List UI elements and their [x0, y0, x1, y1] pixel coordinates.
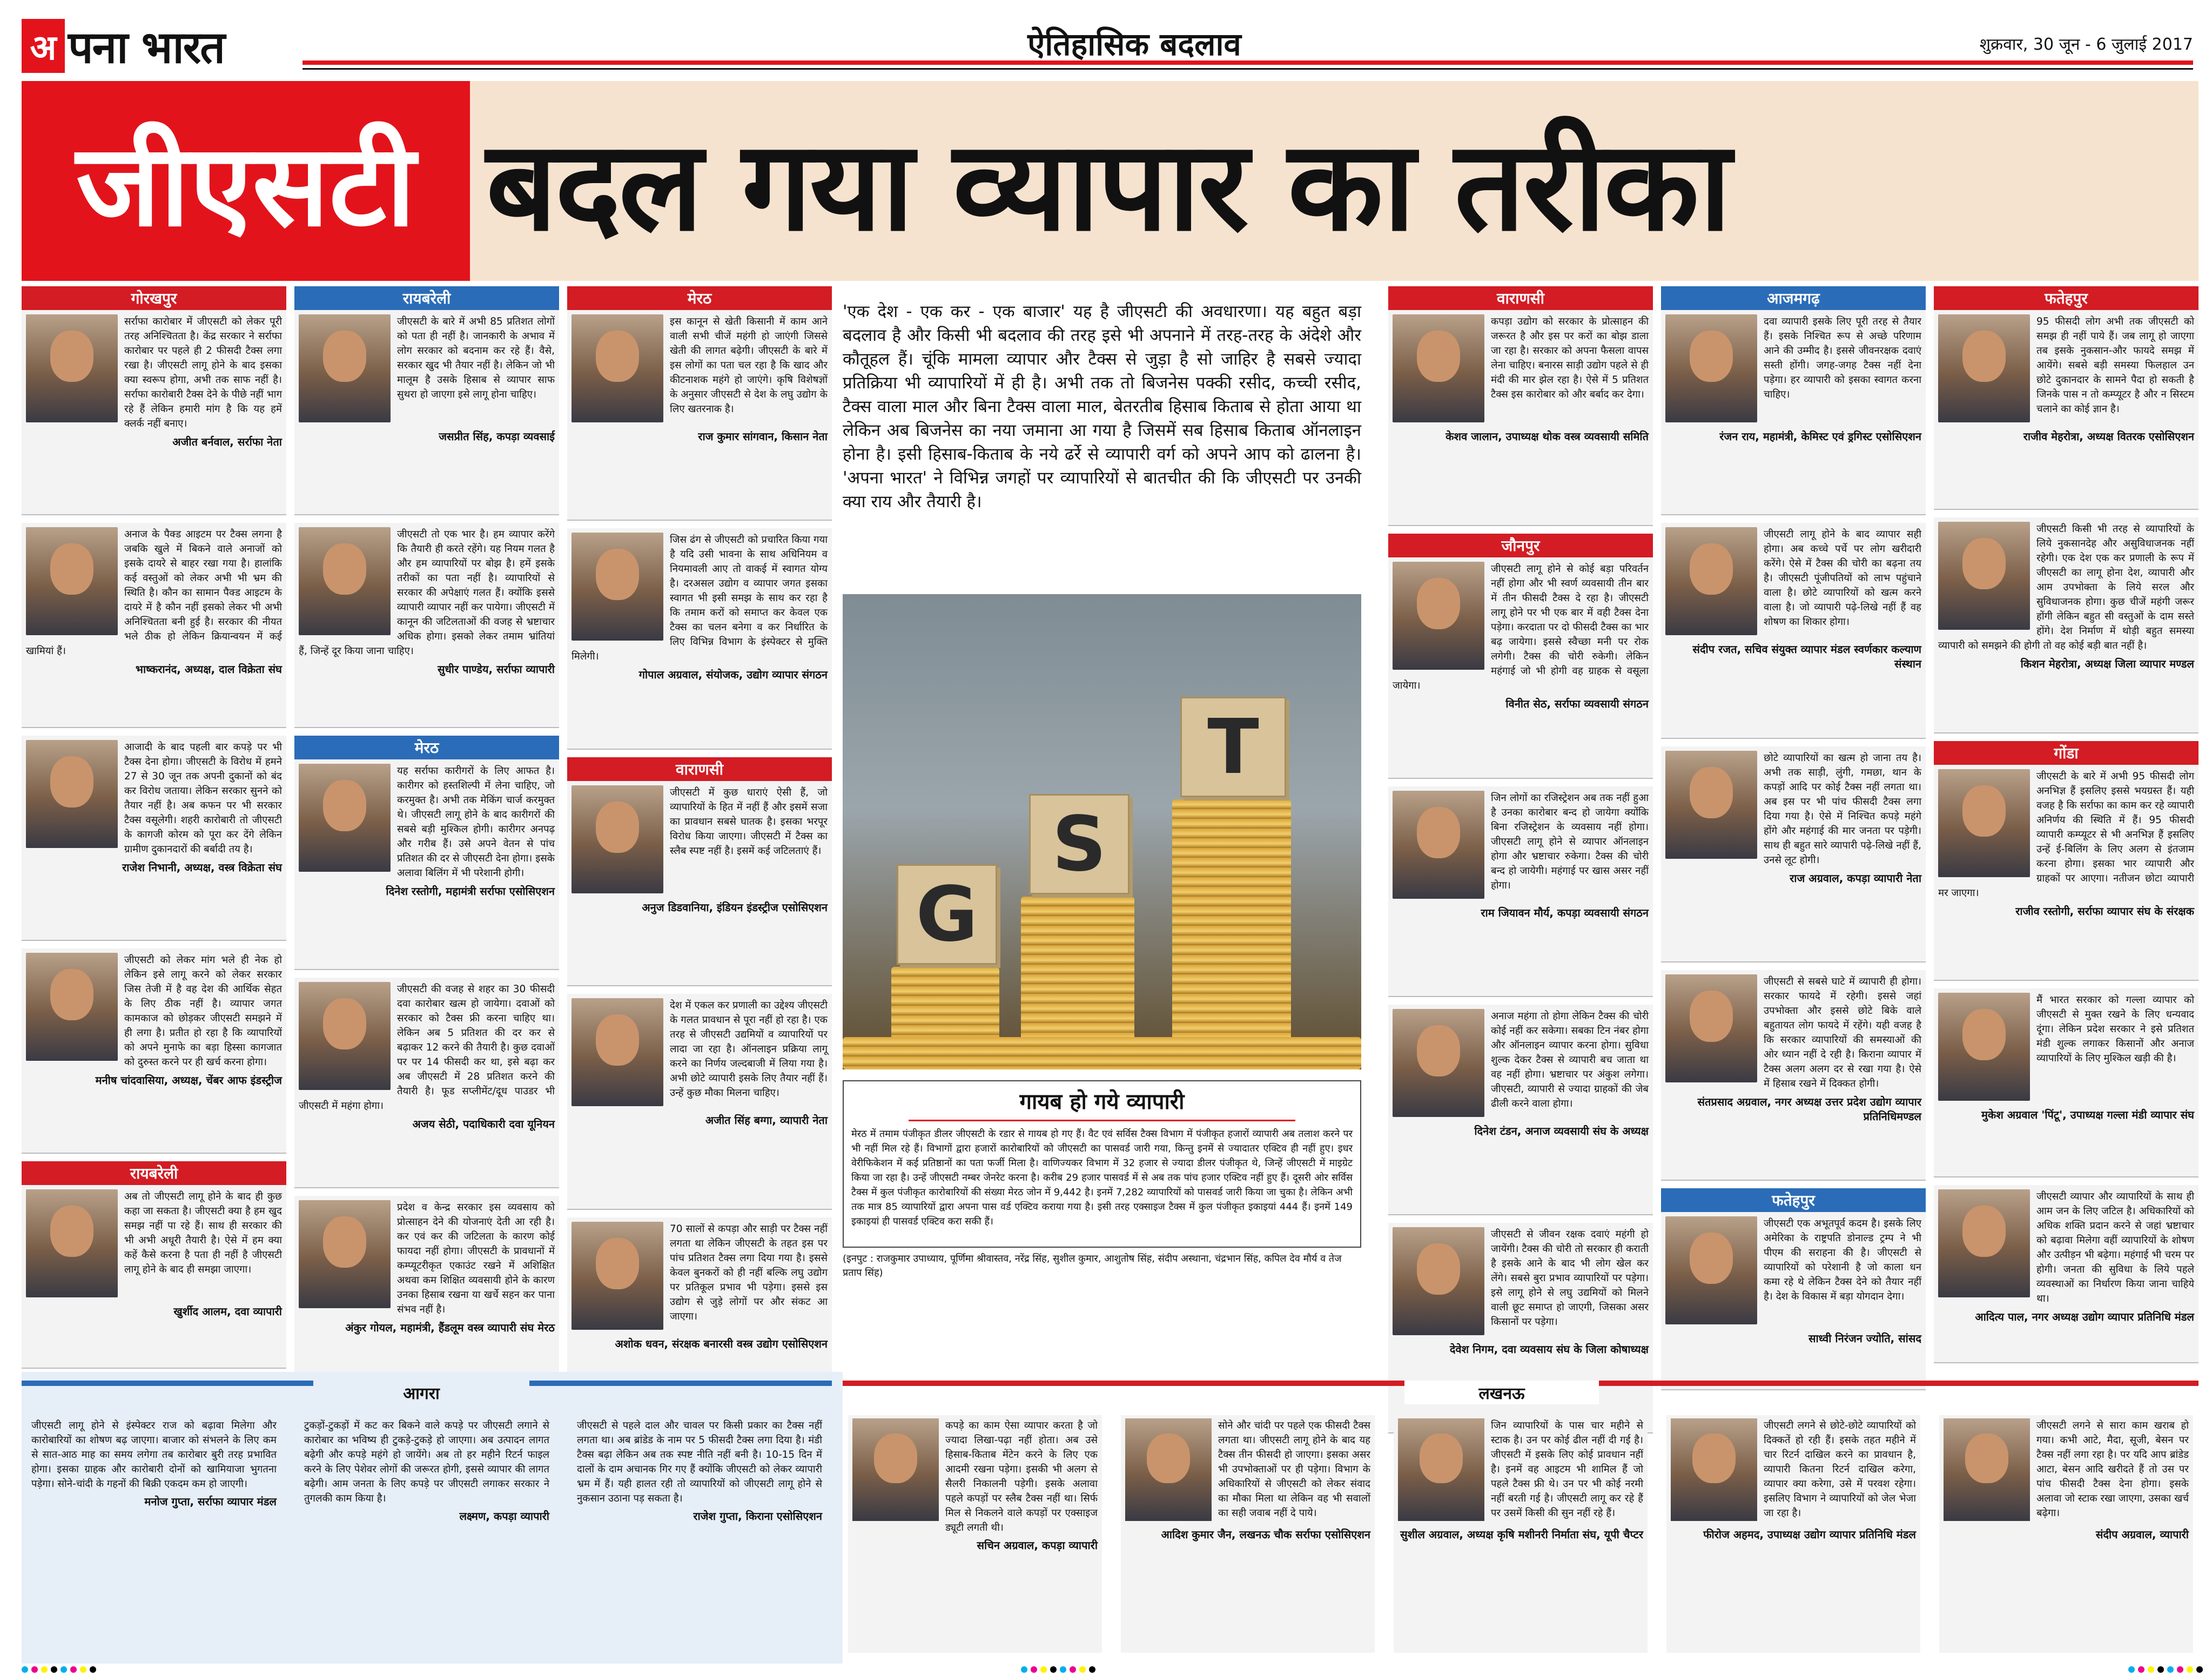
opinion-text: यह सर्राफा कारीगरों के लिए आफत है। कारीगर को हस्तशिल्पी में लेना चाहिए, जो करमुक्त है। अभी तक मेकिंग चार्ज करमुक्त थे। जीएसटी लागू होने के बाद कारीगरों की सबसे बड़ी मुश्किल होगी। कारीगर अनपढ़ और गरीब हैं। उसे अपने वेतन से पांच प्रतिशत की दर से जीएसटी देना होगा। इसके अलावा बिलिंग में भी परेशानी होगी। [397, 765, 555, 879]
opinion-text: जीएसटी से जीवन रक्षक दवाएं महंगी हो जायेंगी। टैक्स की चोरी तो सरकार ही कराती है इसके आने के बाद भी लोग खेल कर लेंगे। सबसे बुरा प्रभाव व्यापारियों पर पड़ेगा। इसे लागू होने से लघु उद्यमियों को मिलने वाली छूट समाप्त हो जाएगी, जिसका असर किसानों पर पड़ेगा। [1491, 1229, 1649, 1328]
lucknow-opinion-card [1939, 1415, 2193, 1653]
city-label: फतेहपुर [1934, 286, 2198, 310]
registration-dot [1031, 1666, 1037, 1673]
opinion-card [567, 781, 832, 986]
trader-signature: संदीप अग्रवाल, व्यापारी [2095, 1528, 2189, 1541]
trader-photo [1665, 974, 1757, 1082]
city-label: जौनपुर [1388, 534, 1653, 557]
opinion-text: अनाज महंगा तो होगा लेकिन टैक्स की चोरी कोई नहीं कर सकेगा। सबका टिन नंबर होगा और ऑनलाइन व्यापार करना होगा। सुविधा शुल्क देकर टैक्स से व्यापारी बच जाता था वह नहीं होगा। भ्रष्टाचार पर अंकुश लगेगा। जीएसटी, व्यापारी से ज्यादा ग्राहकों की जेब ढीली करने वाला होगा। [1491, 1011, 1649, 1109]
registration-dot [22, 1666, 28, 1673]
registration-dot [1079, 1666, 1086, 1673]
opinion-text: जीएसटी से सबसे घाटे में व्यापारी ही होगा। सरकार फायदे में रहेगी। इससे जहां उपभोक्ता और इससे छोटे बिके वाले बहुतायत लोग फायदे में रहेंगे। यही वजह है कि सरकार व्यापारियों की समस्याओं की ओर ध्यान नहीं दे रही है। किराना व्यापार में टैक्स अलग अलग दर से रखा गया है। ऐसे में हिसाब रखने में दिक्कत होगी। [1764, 976, 1921, 1089]
opinion-card [1661, 1212, 1926, 1390]
city-label: गोरखपुर [22, 286, 286, 310]
trader-signature: भाष्करानंद, अध्यक्ष, दाल विक्रेता संघ [135, 663, 282, 676]
trader-signature: अनुज डिडवानिया, इंडियन इंडस्ट्रीज एसोसिएशन [642, 901, 828, 914]
city-label: वाराणसी [1388, 286, 1653, 310]
opinion-card [1934, 1185, 2198, 1363]
opinion-text: कपड़ा उद्योग को सरकार के प्रोत्साहन की जरूरत है और इस पर करों का बोझ डाला जा रहा है। सरकार को अपना फैसला वापस लेना चाहिए। बनारस साड़ी उद्योग पहले से ही मंदी की मार झेल रहा है। ऐसे में 5 प्रतिशत टैक्स इस कारोबार को और बर्बाद कर देगा। [1491, 316, 1649, 400]
opinion-card [1388, 310, 1653, 526]
opinion-text: टुकड़ों-टुकड़ों में कट कर बिकने वाले कपड़े पर जीएसटी लगाने से कारोबार का भविष्य ही टुकड़े-टुकड़े हो जाएगा। अब उत्पादन लागत बढ़ेगी और कपड़े महंगे हो जायेंगे। अब तो हर महीने रिटर्न फाइल करने के लिए पेशेवर लोगों की जरूरत होगी, इससे व्यापार की लागत बढ़ेगी। आम जनता के लिए कपड़े पर जीएसटी लगाकर सरकार ने तुगलकी काम किया है। [304, 1420, 549, 1504]
trader-photo [1944, 1418, 2030, 1521]
trader-photo [299, 982, 391, 1090]
registration-dot [2187, 1666, 2193, 1673]
trader-photo [1938, 993, 2030, 1101]
trader-signature: मुकेश अग्रवाल 'पिंटू', उपाध्यक्ष गल्ला मंडी व्यापार संघ [1981, 1108, 2194, 1121]
trader-signature: अजीत बर्नवाल, सर्राफा नेता [172, 435, 282, 448]
opinion-card [1661, 970, 1926, 1181]
opinion-text: 95 फीसदी लोग अभी तक जीएसटी को समझ ही नहीं पाये हैं। जब लागू हो जाएगा तब इसके नुकसान-और फायदे समझ में आयेंगे। सबसे बड़ी समस्या फिलहाल उन छोटे दुकानदार के सामने पैदा हो सकती है जिनके पास न तो कम्प्यूटर है और न सिस्टम चलाने का कोई ज्ञान है। [2036, 316, 2194, 415]
city-label: रायबरेली [294, 286, 559, 310]
trader-photo [1398, 1418, 1484, 1521]
registration-dot [2167, 1666, 2174, 1673]
trader-signature: संतप्रसाद अग्रवाल, नगर अध्यक्ष उत्तर प्रदेश उद्योग व्यापार प्रतिनिधिमण्डल [1697, 1095, 1921, 1123]
trader-signature: संदीप रजत, सचिव संयुक्त व्यापार मंडल स्वर्णकार कल्याण संस्थान [1692, 643, 1921, 670]
missing-traders-box [843, 1080, 1361, 1248]
registration-dot [1050, 1666, 1057, 1673]
registration-dot [2157, 1666, 2164, 1673]
trader-photo [1665, 751, 1757, 859]
opinion-text: जीएसटी लागू होने से कोई बड़ा परिवर्तन नहीं होगा और भी स्वर्ण व्यवसायी तीन बार में तीन फीसदी टैक्स दे रहा है। जीएसटी लागू होने पर भी एक बार में वही टैक्स देना पड़ेगा। करदाता पर दो फीसदी टैक्स का भार बढ़ जायेगा। इससे स्वैच्छा मनी पर रोक लगेगी। टैक्स की चोरी रुकेगी। लेकिन महंगाई जो भी होगी वह ग्राहक से वसूला जायेगा। [1393, 563, 1649, 691]
trader-photo [1125, 1418, 1212, 1521]
opinion-text: दवा व्यापारी इसके लिए पूरी तरह से तैयार हैं। इसके निश्चित रूप से अच्छे परिणाम आने की उम्मीद है। इससे जीवनरक्षक दवाएं सस्ती होंगी। जगह-जगह टैक्स नहीं देना पड़ेगा। हर व्यापारी को इसका स्वागत करना चाहिए। [1764, 316, 1921, 400]
trader-signature: केशव जालान, उपाध्यक्ष थोक वस्त्र व्यवसायी समिति [1445, 430, 1649, 443]
trader-signature: जसप्रीत सिंह, कपड़ा व्यवसाई [439, 430, 555, 443]
missing-traders-body: मेरठ में तमाम पंजीकृत डीलर जीएसटी के रडार से गायब हो गए हैं। वैट एवं सर्विस टैक्स विभाग में पंजीकृत हजारों व्यापारी अब तलाश करने पर भी नहीं मिल रहे हैं। विभागों द्वारा हजारों कारोबारियों को जीएसटी का पासवर्ड जारी गया, किन्तु इनमें से ज्यादातर एक्टिव ही नहीं हुए। इधर वेरीफिकेशन में कई प्रतिष्ठानों का पता फर्जी मिला है। वाणिज्यकर विभाग में 32 हजार से ज्यादा डीलर पंजीकृत थे, जिन्हें जीएसटी में माइग्रेट किया जा रहा है। उन्हें जीएसटी नम्बर जेनरेट करना है। करीब 29 हजार पासवर्ड में से अब तक पांच हजार एक्टिव नहीं हुए हैं। दूसरी ओर सर्विस टैक्स में कुल पंजीकृत कारोबारियों की संख्या मेरठ जोन में 9,442 है। इनमें 7,282 व्यापारियों को पासवर्ड जारी किया जा चुका है। लेकिन अभी तक मात्र 85 व्यापारियों द्वारा अपना पास वर्ड एक्टिव कराया गया है। इसी तरह एक्साइज टैक्स में कुल पंजीकृत इकाइयां 444 हैं। इनमें 149 इकाइयां ही पासवर्ड एक्टिव करा सकी हैं। [851, 1128, 1353, 1227]
trader-photo [572, 533, 663, 641]
agra-opinion-card [27, 1415, 281, 1653]
lucknow-opinion-card [848, 1415, 1102, 1653]
opinion-card [294, 978, 559, 1188]
opinion-text: जीएसटी की वजह से शहर का 30 फीसदी दवा कारोबार खत्म हो जायेगा। दवाओं को सरकार को टैक्स फ्री करना चाहिए था। लेकिन अब 5 प्रतिशत की दर कर से बढ़ाकर 12 करने की तैयारी है। कुछ दवाओं पर पर 14 फीसदी कर था, इसे बढ़ा कर अब जीएसटी में 28 प्रतिशत करने की तैयारी है। फूड सप्लीमेंट/दूध पाउडर भी जीएसटी में महंगा होगा। [299, 984, 555, 1112]
trader-photo [1393, 562, 1484, 670]
trader-signature: गोपाल अग्रवाल, संयोजक, उद्योग व्यापार संगठन [638, 668, 828, 681]
opinion-text: जीएसटी से पहले दाल और चावल पर किसी प्रकार का टैक्स नहीं लगता था। अब ब्रांडेड के नाम पर 5 फीसदी टैक्स लगा दिया है। मंडी टैक्स बढ़ा लेकिन अब तक स्पष्ट नीति नहीं बनी है। 10-15 दिन में दालों के दाम अचानक गिर गए हैं क्योंकि जीएसटी को लेकर व्यापारी भ्रम में हैं। यही हालत रही तो व्यापारियों को जीएसटी लागू होने से नुकसान उठाना पड़ सकता है। [577, 1420, 822, 1504]
opinion-text: जीएसटी व्यापार और व्यापारियों के साथ ही आम जन के लिए जटिल है। अधिकारियों को अधिक शक्ति प्रदान करने से जहां भ्रष्टाचार को बढ़ावा मिलेगा वहीं व्यापारियों के शोषण और उत्पीड़न भी बढ़ेगा। महंगाई भी चरम पर होगी। जनता की सुविधा के लिये पहले व्यवस्थाओं का निर्धारण किया जाना चाहिये था। [2036, 1191, 2194, 1304]
opinion-text: जीएसटी किसी भी तरह से व्यापारियों के लिये नुकसानदेह और असुविधाजनक नहीं रहेगी। एक देश एक कर प्रणाली के रूप में जीएसटी का लागू होना देश, व्यापारी और आम उपभोक्ता के लिये सरल और सुविधाजनक होगा। कुछ चीजें महंगी जरूर होंगी लेकिन बहुत सी वस्तुओं के दाम सस्ते होंगे। देश निर्माण में थोड़ी बहुत समस्या व्यापारी को समझने की होगी तो वह कोई बड़ी बात नहीं है। [1938, 523, 2194, 651]
opinion-card [1934, 310, 2198, 510]
trader-signature: लक्ष्मण, कपड़ा व्यापारी [459, 1510, 549, 1523]
column-0 [22, 286, 286, 1376]
header-rule-black [302, 68, 2193, 70]
registration-dot [90, 1666, 96, 1673]
registration-dot [2196, 1666, 2203, 1673]
opinion-text: देश में एकल कर प्रणाली का उद्देश्य जीएसटी के गलत प्रावधान से पूरा नहीं हो रहा है। एक तरह से जीएसटी उद्यमियों व व्यापारियों पर लादा जा रहा है। ऑनलाइन प्रक्रिया लागू करने का निर्णय जल्दबाजी में लिया गया है। अभी छोटे व्यापारी इसके लिए तैयार नहीं हैं। उन्हें कुछ मौका मिलना चाहिए। [670, 1000, 828, 1099]
column-3 [1388, 286, 1653, 1441]
trader-photo [852, 1418, 939, 1521]
trader-photo [1393, 1227, 1484, 1335]
opinion-text: अनाज के पैक्ड आइटम पर टैक्स लगना है जबकि खुले में बिकने वाले अनाजों को इसके दायरे से बाहर रखा गया है। हालांकि कई वस्तुओं को लेकर अभी भी भ्रम की स्थिति है। कौन का सामान पैक्ड आइटम के दायरे में है कौन नहीं इसको लेकर भी अभी अनिश्चितता बनी हुई है। सरकार की नीयत भले ठीक हो लेकिन क्रियान्वयन में कई खामियां हैं। [26, 529, 282, 657]
trader-photo [572, 998, 663, 1106]
trader-signature: राजेश निभानी, अध्यक्ष, वस्त्र विक्रेता संघ [122, 861, 282, 874]
input-credits: (इनपुट : राजकुमार उपाध्याय, पूर्णिमा श्रीवास्तव, नरेंद्र सिंह, सुशील कुमार, आशुतोष सिंह, संदीप अस्थाना, चंद्रभान सिंह, कपिल देव मौर्य व तेज प्रताप सिंह) [843, 1253, 1342, 1278]
registration-dot [1089, 1666, 1095, 1673]
trader-signature: विनीत सेठ, सर्राफा व्यवसायी संगठन [1505, 697, 1649, 710]
opinion-text: जीएसटी को लेकर मांग भले ही नेक हो लेकिन इसे लागू करने को लेकर सरकार जिस तेजी में है वह देश की आर्थिक सेहत के लिए ठीक नहीं है। व्यापार जगत कामकाज को छोड़कर जीएसटी समझने में ही लगा है। प्रतीत हो रहा है कि व्यापारियों को अपने मुनाफे का बड़ा हिस्सा कागजात को दुरुस्त करने पर ही खर्च करना होगा। [124, 954, 282, 1068]
opinion-card [1934, 517, 2198, 733]
column-1 [294, 286, 559, 1414]
opinion-card [1388, 1005, 1653, 1215]
opinion-card [22, 736, 286, 941]
opinion-text: जीएसटी लागू होने से इंस्पेक्टर राज को बढ़ावा मिलेगा और कारोबारियों का शोषण बढ़ जाएगा। बाजार को संभलने के लिए कम से सात-आठ माह का समय लगेगा तब कारोबार बुरी तरह प्रभावित होगा। इसका ग्राहक और कारोबारी दोनों को खामियाजा भुगतना पड़ेगा। सोने-चांदी के गहनों की बिक्री एकदम कम हो जाएगी। [31, 1420, 277, 1490]
city-label: मेरठ [567, 286, 832, 310]
opinion-text: 70 सालों से कपड़ा और साड़ी पर टैक्स नहीं लगता था लेकिन जीएसटी के तहत इस पर पांच प्रतिशत टैक्स लगा दिया गया है। इससे केवल बुनकरों को ही नहीं बल्कि लघु उद्योग पर प्रतिकूल प्रभाव भी पड़ेगा। इससे इस उद्योग से जुड़े लोगों पर और संकट आ जाएगा। [670, 1223, 828, 1322]
opinion-text: जिस ढंग से जीएसटी को प्रचारित किया गया है यदि उसी भावना के साथ अधिनियम व नियमावली आए तो वाकई में स्वागत योग्य है। दरअसल उद्योग व व्यापार जगत इसका स्वागत भी इसी समझ के साथ कर रहा है कि तमाम करों को समाप्त कर केवल एक टैक्स का चलन बनेगा व कर निर्धारित के लिए विभिन्न विभाग के इंस्पेक्टर से मुक्ति मिलेगी। [572, 534, 828, 662]
cube-letter-s: S [1029, 794, 1129, 894]
registration-dot [70, 1666, 77, 1673]
trader-photo [1393, 791, 1484, 899]
registration-dot [1040, 1666, 1047, 1673]
opinion-text: सर्राफा कारोबार में जीएसटी को लेकर पूरी तरह अनिश्चितता है। केंद्र सरकार ने सर्राफा कारोबार पर पहले ही 2 फीसदी टैक्स लगा रखा है। जीएसटी लागू होने के बाद इसका क्या स्वरूप होगा, अभी तक साफ नहीं है। सर्राफा कारोबारी टैक्स देने के पीछे नहीं भाग रहे हैं लेकिन हमारी मांग है कि यह हमें क्लर्क नहीं बनाए। [124, 316, 282, 429]
opinion-text: इस कानून से खेती किसानी में काम आने वाली सभी चीजें महंगी हो जाएंगी जिससे खेती की लागत बढ़ेगी। जीएसटी के बारे में इस लोगों का पता चल रहा है कि खाद और कीटनाशक महंगे हो जाएंगे। कृषि विशेषज्ञों के अनुसार जीएसटी से देश के लघु उद्योग के लिए खतरनाक है। [670, 316, 828, 415]
trader-photo [299, 764, 391, 872]
opinion-text: जीएसटी के बारे में अभी 85 प्रतिशत लोगों को पता ही नहीं है। जानकारी के अभाव में लोग सरकार को बदनाम कर रहे हैं। वैसे, सरकार खुद भी तैयार नहीं है। लेकिन जो भी मालूम है उसके हिसाब से व्यापार साफ सुथरा हो जाएगा इसे लागू होना चाहिए। [397, 316, 555, 400]
trader-photo [572, 1222, 663, 1330]
lucknow-city-label: लखनऊ [1404, 1381, 1599, 1404]
dateline: शुक्रवार, 30 जून - 6 जुलाई 2017 [1979, 35, 2193, 54]
registration-dot [60, 1666, 67, 1673]
cube-letter-t: T [1180, 697, 1286, 797]
registration-dot [31, 1666, 38, 1673]
registration-dot [1021, 1666, 1027, 1673]
intro-paragraph: 'एक देश - एक कर - एक बाजार' यह है जीएसटी की अवधारणा। यह बहुत बड़ा बदलाव है और किसी भी बदलाव की तरह इसे भी अपनाने में तरह-तरह के अंदेशे और कौतूहल हैं। चूंकि मामला व्यापार और टैक्स से जुड़ा है सो जाहिर है सबसे ज्यादा प्रतिक्रिया भी व्यापारियों में ही है। अभी तक तो बिजनेस पक्की रसीद, कच्ची रसीद, टैक्स वाला माल और बिना टैक्स वाला माल, बेतरतीब हिसाब किताब से होता आया था लेकिन अब बिजनेस का नया जमाना आ गया है जिसमें सब हिसाब किताब ऑनलाइन होना है। इसी हिसाब-किताब के नये ढर्रे से व्यापारी वर्ग को अपने आप को ढालना है। 'अपना भारत' ने विभिन्न जगहों पर व्यापारियों से बातचीत की कि जीएसटी पर उनकी क्या राय और तैयारी है। [843, 302, 1361, 511]
trader-signature: राज अग्रवाल, कपड़ा व्यापारी नेता [1790, 872, 1921, 885]
logo-initial: अ [22, 19, 65, 73]
trader-photo [1665, 1216, 1757, 1324]
trader-signature: अजय सेठी, पदाधिकारी दवा यूनियन [412, 1118, 555, 1130]
gst-coins-photo [843, 594, 1361, 1069]
agra-city-label: आगरा [313, 1381, 529, 1404]
trader-signature: अशोक धवन, संरक्षक बनारसी वस्त्र उद्योग एसोसिएशन [615, 1337, 828, 1350]
opinion-card [1934, 765, 2198, 981]
opinion-card [567, 528, 832, 750]
opinion-text: जीएसटी एक अभूतपूर्व कदम है। इसके लिए अमेरिका के राष्ट्रपति डोनाल्ड ट्रम्प ने भी पीएम की सराहना की है। जीएसटी से व्यापारियों को परेशानी है जो काला धन कमा रहे थे लेकिन टैक्स देने को तैयार नहीं है। देश के विकास में बड़ा योगदान देगा। [1764, 1218, 1921, 1302]
trader-signature: साध्वी निरंजन ज्योति, सांसद [1808, 1332, 1921, 1345]
opinion-text: कपड़े का काम ऐसा व्यापार करता है जो ज्यादा लिखा-पढ़ा नहीं होता। अब उसे हिसाब-किताब मेंटेन करने के लिए एक आदमी रखना पड़ेगा। इसकी भी अलग से सैलरी निकालनी पड़ेगी। इसके अलावा पहले कपड़ों पर स्लैब टैक्स नहीं था। सिर्फ मिल से निकलने वाले कपड़ों पर एक्साइज ड्यूटी लगती थी। [945, 1420, 1098, 1533]
opinion-card [1661, 746, 1926, 962]
trader-signature: मनीष चांदवासिया, अध्यक्ष, चेंबर आफ इंडस्ट्रीज [95, 1074, 282, 1087]
registration-marks [22, 1666, 2198, 1674]
trader-photo [1938, 1189, 2030, 1297]
trader-signature: राजीव मेहरोत्रा, अध्यक्ष वितरक एसोसिएशन [2023, 430, 2194, 443]
headline-title: बदल गया व्यापार का तरीका [486, 112, 1730, 259]
trader-signature: राजीव रस्तोगी, सर्राफा व्यापार संघ के संरक्षक [2015, 905, 2194, 918]
column-5 [1934, 286, 2198, 1371]
opinion-text: अब तो जीएसटी लागू होने के बाद ही कुछ कहा जा सकता है। जीएसटी क्या है हम खुद समझ नहीं पा रहे हैं। साथ ही सरकार की भी अभी अधूरी तैयारी है। ऐसे में हम क्या कहें कैसे करना है पता ही नहीं है जीएसटी लागू होने के बाद ही समझा जाएगा। [124, 1191, 282, 1275]
opinion-card [567, 994, 832, 1210]
trader-signature: राम जियावन मौर्य, कपड़ा व्यवसायी संगठन [1481, 906, 1649, 919]
opinion-card [294, 310, 559, 515]
trader-signature: आदित्य पाल, नगर अध्यक्ष उद्योग व्यापार प्रतिनिधि मंडल [1975, 1310, 2194, 1323]
trader-photo [299, 314, 391, 422]
opinion-text: सोने और चांदी पर पहले एक फीसदी टैक्स लगता था। जीएसटी लागू होने के बाद यह टैक्स तीन फीसदी हो जाएगा। इसका असर भी उपभोक्ताओं पर ही पड़ेगा। विभाग के अधिकारियों से जीएसटी को लेकर संवाद का मौका मिला था लेकिन वह भी सवालों का सही जवाब नहीं दे पाये। [1218, 1420, 1370, 1519]
opinion-text: जीएसटी के बारे में अभी 95 फीसदी लोग अनभिज्ञ हैं इसलिए इससे भयग्रस्त हैं। यही वजह है कि सर्राफा का काम कर रहे व्यापारी अनिर्णय की स्थिति में हैं। 95 फीसदी व्यापारी कम्प्यूटर से भी अनभिज्ञ हैं इसलिए उन्हें ई-बिलिंग के लिए अलग से इंतजाम करना होगा। इसका भार व्यापारी और ग्राहकों पर आएगा। नतीजन छोटा व्यापारी मर जाएगा। [1938, 771, 2194, 899]
trader-signature: अंकुर गोयल, महामंत्री, हैंडलूम वस्त्र व्यापारी संघ मेरठ [345, 1321, 555, 1334]
trader-signature: राज कुमार सांगवान, किसान नेता [698, 430, 828, 443]
lucknow-opinion-card [1394, 1415, 1648, 1653]
city-label: वाराणसी [567, 757, 832, 781]
city-label: मेरठ [294, 736, 559, 759]
opinion-text: जीएसटी लगने से छोटे-छोटे व्यापारियों को दिक्कतें हो रही हैं। इसके तहत महीने में चार रिटर्न दाखिल करने का प्रावधान है, व्यापारी कितना रिटर्न दाखिल करेगा, व्यापार क्या करेगा, उसे में परवश रहेगा। इसलिए विभाग ने व्यापारियों को जेल भेजा जा रहा है। [1764, 1420, 1916, 1519]
city-label: आजमगढ़ [1661, 286, 1926, 310]
trader-signature: सचिन अग्रवाल, कपड़ा व्यापारी [977, 1539, 1098, 1552]
trader-photo [26, 740, 118, 848]
agra-opinion-card [573, 1415, 826, 1653]
trader-signature: सुधीर पाण्डेय, सर्राफा व्यापारी [437, 663, 555, 676]
opinion-text: जीएसटी तो एक भार है। हम व्यापार करेंगे कि तैयारी ही करते रहेंगे। यह नियम गलत है और हम व्यापारियों पर बोझ है। हमें इसके तरीकों का पता नहीं है। व्यापारियों से सरकार की अपेक्षाएं गलत हैं। क्योंकि इससे व्यापारी व्यापार नहीं कर पायेगा। जीएसटी में कानून की जटिलताओं की वजह से भ्रष्टाचार अधिक होगा। इसको लेकर तमाम भ्रांतियां हैं, जिन्हें दूर किया जाना चाहिए। [299, 529, 555, 657]
opinion-text: प्रदेश व केन्द्र सरकार इस व्यवसाय को प्रोत्साहन देने की योजनाएं देती आ रही है। कर एवं कर की जटिलता के कारण कोई फायदा नहीं होगा। जीएसटी के प्रावधानों में कम्प्यूटरीकृत एकाउंट रखने में अशिक्षित अथवा कम शिक्षित व्यवसायी होने के कारण उनका हिसाब रखना या खर्चे सहन कर पाना संभव नहीं है। [397, 1202, 555, 1315]
trader-signature: खुर्शीद आलम, दवा व्यापारी [173, 1305, 282, 1318]
opinion-text: जिन लोगों का रजिस्ट्रेशन अब तक नहीं हुआ है उनका कारोबार बन्द हो जायेगा क्योंकि बिना रजिस्ट्रेशन के व्यवसाय नहीं होगा। जीएसटी लागू होने से व्यापार ऑनलाइन होगा और भ्रष्टाचार रुकेगा। टैक्स की चोरी बन्द हो जायेगी। महंगाई पर खास असर नहीं होगा। [1491, 792, 1649, 891]
trader-signature: दिनेश रस्तोगी, महामंत्री सर्राफा एसोसिएशन [386, 885, 555, 898]
lucknow-opinion-card [1121, 1415, 1375, 1653]
trader-signature: अजीत सिंह बग्गा, व्यापारी नेता [705, 1114, 828, 1127]
trader-photo [299, 527, 391, 635]
column-2 [567, 286, 832, 1419]
opinion-card [22, 310, 286, 515]
opinion-text: जीएसटी लगने से सारा काम खराब हो गया। कभी आटे, मैदा, सूजी, बेसन पर टैक्स नहीं लगा रहा है। पर यदि आप ब्रांडेड आटा, बेसन आदि खरीदते हैं तो उस पर पांच फीसदी टैक्स देना होगा। इसके अलावा जो स्टाक रखा जाएगा, उसका खर्च बढ़ेगा। [2036, 1420, 2189, 1519]
trader-photo [1665, 527, 1757, 635]
opinion-card [1661, 310, 1926, 515]
agra-opinion-card [300, 1415, 554, 1653]
trader-photo [1671, 1418, 1757, 1521]
opinion-text: जीएसटी लागू होने के बाद व्यापार सही होगा। अब कच्चे पर्चे पर लोग खरीदारी करेंगे। ऐसे में टैक्स की चोरी का बढ़ना तय है। जीएसटी पूंजीपतियों को लाभ पहुंचाने वाला है। छोटे व्यापारियों को खत्म करने वाला है। जो व्यापारी पढ़े-लिखे नहीं हैं वह शोषण का शिकार होगा। [1764, 529, 1921, 628]
opinion-text: जिन व्यापारियों के पास चार महीने से स्टाक है। उन पर कोई ढील नहीं दी गई है। जीएसटी में इसके लिए कोई प्रावधान नहीं है। इनमें वह आइटम भी शामिल हैं जो पहले टैक्स फ्री थे। उन पर भी कोई नरमी नहीं बरती गई है। जीएसटी लागू कर रहे हैं पर उसमें किसी की सुन नहीं रहे हैं। [1491, 1420, 1643, 1519]
trader-signature: आदिश कुमार जैन, लखनऊ चौक सर्राफा एसोसिएशन [1161, 1528, 1370, 1541]
trader-photo [1938, 769, 2030, 877]
trader-photo [299, 1200, 391, 1308]
trader-signature: राजेश गुप्ता, किराना एसोसिएशन [693, 1510, 822, 1523]
trader-signature: रंजन राय, महामंत्री, केमिस्ट एवं ड्रगिस्ट एसोसिएशन [1719, 430, 1921, 443]
masthead-logo [22, 16, 302, 76]
section-title: ऐतिहासिक बदलाव [1027, 26, 1241, 63]
trader-photo [26, 314, 118, 422]
registration-dot [2138, 1666, 2144, 1673]
registration-dot [80, 1666, 86, 1673]
opinion-card [294, 523, 559, 728]
cube-letter-g: G [897, 864, 997, 965]
registration-dot [2177, 1666, 2183, 1673]
lucknow-opinion-card [1666, 1415, 1920, 1653]
opinion-text: मैं भारत सरकार को गल्ला व्यापार को जीएसटी से मुक्त रखने के लिए धन्यवाद दूंगा। लेकिन प्रदेश सरकार ने इसे प्रतिशत मंडी शुल्क लगाकर किसानों और अनाज व्यापारियों के लिए मुश्किल खड़ी की है। [2036, 994, 2194, 1064]
opinion-card [22, 1185, 286, 1369]
trader-signature: देवेश निगम, दवा व्यवसाय संघ के जिला कोषाध्यक्ष [1449, 1343, 1649, 1356]
city-label: रायबरेली [22, 1161, 286, 1185]
registration-dot [2128, 1666, 2135, 1673]
trader-photo [26, 1189, 118, 1297]
trader-photo [1938, 522, 2030, 630]
registration-dot [51, 1666, 57, 1673]
registration-dot [41, 1666, 48, 1673]
trader-signature: मनोज गुप्ता, सर्राफा व्यापार मंडल [144, 1495, 277, 1508]
registration-dot [1060, 1666, 1066, 1673]
trader-photo [1665, 314, 1757, 422]
opinion-card [22, 948, 286, 1154]
city-label: फतेहपुर [1661, 1188, 1926, 1212]
trader-signature: सुशील अग्रवाल, अध्यक्ष कृषि मशीनरी निर्माता संघ, यूपी चैप्टर [1400, 1528, 1643, 1541]
registration-dot [2148, 1666, 2154, 1673]
opinion-card [1388, 557, 1653, 779]
trader-signature: किशन मेहरोत्रा, अध्यक्ष जिला व्यापार मण्डल [2020, 657, 2194, 670]
trader-photo [572, 314, 663, 422]
missing-traders-title: गायब हो गये व्यापारी [909, 1081, 1295, 1121]
trader-signature: दिनेश टंडन, अनाज व्यवसायी संघ के अध्यक्ष [1474, 1125, 1649, 1137]
city-label: गोंडा [1934, 741, 2198, 765]
registration-dot [1070, 1666, 1076, 1673]
trader-photo [572, 785, 663, 893]
opinion-card [294, 759, 559, 970]
trader-photo [1393, 1009, 1484, 1117]
opinion-card [1934, 988, 2198, 1177]
trader-signature: फीरोज अहमद, उपाध्यक्ष उद्योग व्यापार प्रतिनिधि मंडल [1703, 1528, 1916, 1541]
opinion-card [1388, 786, 1653, 997]
opinion-card [567, 310, 832, 521]
opinion-text: छोटे व्यापारियों का खत्म हो जाना तय है। अभी तक साड़ी, लुंगी, गमछा, थान के कपड़ों आदि पर कोई टैक्स नहीं लगता था। अब इस पर भी पांच फीसदी टैक्स लगा दिया गया है। ऐसे में निश्चित कपड़े महंगे होंगे और महंगाई की मार जनता पर पड़ेगी। साथ ही बहुत सारे व्यापारी पढ़े-लिखे नहीं हैं, उनसे लूट होगी। [1764, 752, 1921, 866]
trader-photo [26, 527, 118, 635]
logo-text: पना भारत [68, 22, 225, 73]
trader-photo [26, 953, 118, 1061]
opinion-text: आजादी के बाद पहली बार कपड़े पर भी टैक्स देना होगा। जीएसटी के विरोध में हमने 27 से 30 जून तक अपनी दुकानों को बंद कर विरोध जताया। लेकिन सरकार सुनने को तैयार नहीं है। अब कफन पर भी सरकार टैक्स वसूलेगी। शहरी कारोबारी तो जीएसटी के कागजी कोरम को पूरा कर देंगे लेकिन ग्रामीण दुकानदारों की बर्बादी तय है। [124, 742, 282, 855]
trader-photo [1938, 314, 2030, 422]
opinion-card [1661, 523, 1926, 739]
opinion-text: जीएसटी में कुछ धाराएं ऐसी हैं, जो व्यापारियों के हित में नहीं हैं और इसमें सजा का प्रावधान सबसे घातक है। इसका भरपूर विरोध किया जाएगा। जीएसटी में टैक्स का स्लैब स्पष्ट नहीं है। इसमें कई जटिलताएं हैं। [670, 787, 828, 857]
headline-kicker: जीएसटी [22, 81, 470, 281]
column-4 [1661, 286, 1926, 1398]
trader-photo [1393, 314, 1484, 422]
opinion-card [22, 523, 286, 728]
